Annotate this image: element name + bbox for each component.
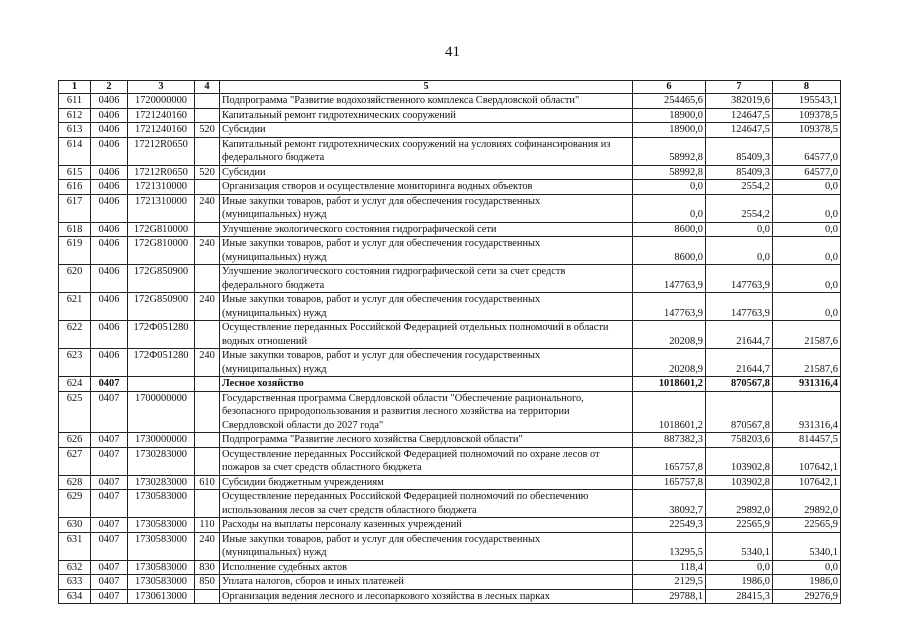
name-line: Субсидии: [222, 166, 266, 178]
header-col-4: 4: [195, 81, 220, 94]
cell-target-code: 1720000000: [128, 94, 195, 109]
cell-value-col6: 20208,9: [633, 321, 706, 349]
cell-value-col8: 0,0: [773, 265, 841, 293]
cell-section-code: 0407: [91, 391, 128, 433]
cell-row-number: 615: [59, 165, 91, 180]
cell-value-col7: 21644,7: [706, 349, 773, 377]
cell-expense-type: [195, 377, 220, 392]
cell-value-col6: 8600,0: [633, 222, 706, 237]
name-line: (муниципальных) нужд: [222, 547, 327, 558]
cell-value-col7: 147763,9: [706, 293, 773, 321]
name-line: Осуществление переданных Российской Федерацией отдельных полномочий в области: [222, 322, 609, 333]
cell-section-code: 0406: [91, 165, 128, 180]
header-col-1: 1: [59, 81, 91, 94]
cell-value-col7: 1986,0: [706, 575, 773, 590]
cell-value-col7: 124647,5: [706, 123, 773, 138]
cell-expense-type: [195, 180, 220, 195]
cell-row-number: 620: [59, 265, 91, 293]
name-line: Осуществление переданных Российской Федерацией полномочий по охране лесов от: [222, 448, 600, 460]
cell-target-code: 1721310000: [128, 180, 195, 195]
cell-value-col8: 5340,1: [773, 532, 841, 560]
name-line: (муниципальных) нужд: [222, 307, 327, 319]
cell-section-code: 0407: [91, 589, 128, 604]
cell-value-col7: 0,0: [706, 237, 773, 265]
cell-value-col7: 2554,2: [706, 194, 773, 222]
name-line: пожаров за счет средств областного бюджета: [222, 462, 422, 473]
cell-target-code: 172G810000: [128, 237, 195, 265]
cell-name: [220, 180, 633, 195]
table-row: [59, 560, 841, 575]
cell-name: [220, 293, 633, 321]
cell-value-col7: 2554,2: [706, 180, 773, 195]
table-row: [59, 123, 841, 138]
cell-row-number: 625: [59, 391, 91, 433]
cell-target-code: 172Ф051280: [128, 321, 195, 349]
header-col-5: 5: [220, 81, 633, 94]
cell-row-number: 611: [59, 94, 91, 109]
cell-value-col7: 870567,8: [706, 377, 773, 392]
cell-target-code: 172G850900: [128, 293, 195, 321]
cell-value-col6: 8600,0: [633, 237, 706, 265]
cell-name: [220, 575, 633, 590]
cell-name: [220, 532, 633, 560]
cell-value-col6: 887382,3: [633, 433, 706, 448]
cell-value-col6: 2129,5: [633, 575, 706, 590]
cell-row-number: 614: [59, 137, 91, 165]
table-row: [59, 391, 841, 433]
cell-value-col6: 1018601,2: [633, 391, 706, 433]
cell-section-code: 0407: [91, 490, 128, 518]
cell-value-col8: 0,0: [773, 194, 841, 222]
cell-name: [220, 165, 633, 180]
name-line: водных отношений: [222, 335, 308, 347]
cell-section-code: 0406: [91, 137, 128, 165]
cell-expense-type: 240: [195, 194, 220, 222]
cell-value-col6: 38092,7: [633, 490, 706, 518]
cell-value-col6: 165757,8: [633, 447, 706, 475]
budget-table: [58, 80, 841, 604]
table-row: [59, 447, 841, 475]
cell-name: [220, 433, 633, 448]
name-line: Иные закупки товаров, работ и услуг для обеспечения государственных: [222, 294, 541, 305]
name-line: федерального бюджета: [222, 279, 325, 291]
name-line: (муниципальных) нужд: [222, 251, 327, 263]
cell-expense-type: [195, 391, 220, 433]
cell-value-col8: 1986,0: [773, 575, 841, 590]
name-line: Организация ведения лесного и лесопаркового хозяйства в лесных парках: [222, 590, 550, 602]
cell-target-code: 1721240160: [128, 108, 195, 123]
cell-section-code: 0406: [91, 237, 128, 265]
cell-expense-type: 240: [195, 349, 220, 377]
header-col-3: 3: [128, 81, 195, 94]
table-row: [59, 293, 841, 321]
name-line: Исполнение судебных актов: [222, 561, 347, 573]
table-row: [59, 94, 841, 109]
cell-section-code: 0406: [91, 321, 128, 349]
cell-target-code: 1721240160: [128, 123, 195, 138]
cell-target-code: 172G850900: [128, 265, 195, 293]
cell-value-col6: 165757,8: [633, 475, 706, 490]
cell-expense-type: [195, 137, 220, 165]
cell-row-number: 627: [59, 447, 91, 475]
cell-row-number: 613: [59, 123, 91, 138]
cell-expense-type: 240: [195, 293, 220, 321]
cell-section-code: 0406: [91, 293, 128, 321]
name-line: Капитальный ремонт гидротехнических сооружений: [222, 109, 456, 121]
cell-value-col6: 147763,9: [633, 293, 706, 321]
cell-expense-type: 850: [195, 575, 220, 590]
cell-section-code: 0407: [91, 377, 128, 392]
cell-expense-type: [195, 222, 220, 237]
table-row: [59, 194, 841, 222]
name-line: Свердловской области до 2027 года": [222, 419, 384, 431]
cell-target-code: 1730283000: [128, 475, 195, 490]
cell-section-code: 0407: [91, 433, 128, 448]
cell-name: [220, 321, 633, 349]
cell-value-col8: 64577,0: [773, 137, 841, 165]
cell-value-col6: 0,0: [633, 194, 706, 222]
cell-value-col6: 58992,8: [633, 137, 706, 165]
name-line: Осуществление переданных Российской Федерацией полномочий по обеспечению: [222, 491, 589, 502]
cell-value-col6: 18900,0: [633, 108, 706, 123]
cell-value-col8: 0,0: [773, 237, 841, 265]
cell-section-code: 0407: [91, 575, 128, 590]
cell-target-code: 1730283000: [128, 447, 195, 475]
name-line: безопасного природопользования и развития лесного хозяйства на территории: [222, 406, 570, 417]
cell-expense-type: [195, 490, 220, 518]
table-header-row: [59, 81, 841, 94]
cell-row-number: 619: [59, 237, 91, 265]
cell-expense-type: 830: [195, 560, 220, 575]
cell-name: [220, 490, 633, 518]
cell-section-code: 0406: [91, 265, 128, 293]
cell-name: [220, 222, 633, 237]
cell-row-number: 621: [59, 293, 91, 321]
name-line: Иные закупки товаров, работ и услуг для обеспечения государственных: [222, 350, 541, 361]
cell-value-col6: 147763,9: [633, 265, 706, 293]
cell-name: [220, 265, 633, 293]
cell-value-col8: 21587,6: [773, 349, 841, 377]
cell-value-col6: 18900,0: [633, 123, 706, 138]
cell-target-code: 1730613000: [128, 589, 195, 604]
table-row: [59, 222, 841, 237]
cell-value-col7: 103902,8: [706, 447, 773, 475]
cell-value-col8: 0,0: [773, 560, 841, 575]
cell-value-col8: 814457,5: [773, 433, 841, 448]
cell-target-code: 1721310000: [128, 194, 195, 222]
cell-row-number: 631: [59, 532, 91, 560]
cell-expense-type: [195, 433, 220, 448]
header-col-6: 6: [633, 81, 706, 94]
cell-target-code: 1730000000: [128, 433, 195, 448]
cell-value-col8: 109378,5: [773, 108, 841, 123]
cell-section-code: 0406: [91, 349, 128, 377]
cell-target-code: 1700000000: [128, 391, 195, 433]
name-line: Иные закупки товаров, работ и услуг для обеспечения государственных: [222, 533, 541, 545]
page-number: 41: [445, 44, 460, 60]
cell-row-number: 632: [59, 560, 91, 575]
table-row: [59, 265, 841, 293]
cell-value-col7: 0,0: [706, 222, 773, 237]
cell-target-code: 17212R0650: [128, 137, 195, 165]
cell-value-col8: 21587,6: [773, 321, 841, 349]
cell-value-col7: 124647,5: [706, 108, 773, 123]
table-row: [59, 575, 841, 590]
cell-value-col8: 0,0: [773, 222, 841, 237]
cell-value-col8: 22565,9: [773, 518, 841, 533]
name-line: (муниципальных) нужд: [222, 363, 327, 375]
cell-expense-type: 520: [195, 123, 220, 138]
cell-target-code: 1730583000: [128, 575, 195, 590]
cell-value-col8: 931316,4: [773, 377, 841, 392]
cell-target-code: 172G810000: [128, 222, 195, 237]
cell-value-col7: 870567,8: [706, 391, 773, 433]
cell-section-code: 0406: [91, 194, 128, 222]
cell-row-number: 628: [59, 475, 91, 490]
cell-row-number: 623: [59, 349, 91, 377]
cell-name: [220, 123, 633, 138]
cell-value-col6: 13295,5: [633, 532, 706, 560]
cell-value-col8: 931316,4: [773, 391, 841, 433]
name-line: Улучшение экологического состояния гидрографической сети: [222, 223, 497, 235]
cell-target-code: 172Ф051280: [128, 349, 195, 377]
name-line: использования лесов за счет средств областного бюджета: [222, 504, 477, 516]
cell-value-col8: 0,0: [773, 293, 841, 321]
cell-value-col7: 103902,8: [706, 475, 773, 490]
cell-row-number: 616: [59, 180, 91, 195]
table-row: [59, 349, 841, 377]
cell-value-col7: 382019,6: [706, 94, 773, 109]
cell-expense-type: 520: [195, 165, 220, 180]
cell-section-code: 0406: [91, 94, 128, 109]
name-line: Организация створов и осуществление мониторинга водных объектов: [222, 181, 533, 192]
cell-value-col7: 22565,9: [706, 518, 773, 533]
cell-target-code: 1730583000: [128, 560, 195, 575]
cell-target-code: 1730583000: [128, 532, 195, 560]
cell-row-number: 633: [59, 575, 91, 590]
cell-value-col7: 85409,3: [706, 137, 773, 165]
cell-value-col8: 109378,5: [773, 123, 841, 138]
cell-value-col7: 0,0: [706, 560, 773, 575]
cell-value-col8: 29276,9: [773, 589, 841, 604]
cell-value-col7: 21644,7: [706, 321, 773, 349]
cell-expense-type: 610: [195, 475, 220, 490]
cell-value-col7: 85409,3: [706, 165, 773, 180]
cell-section-code: 0406: [91, 108, 128, 123]
table-row: [59, 518, 841, 533]
table-row: [59, 321, 841, 349]
cell-value-col8: 0,0: [773, 180, 841, 195]
table-row: [59, 137, 841, 165]
name-line: (муниципальных) нужд: [222, 209, 327, 220]
cell-expense-type: 240: [195, 532, 220, 560]
cell-value-col6: 118,4: [633, 560, 706, 575]
cell-name: [220, 377, 633, 392]
name-line: Уплата налогов, сборов и иных платежей: [222, 576, 404, 587]
name-line: Подпрограмма "Развитие лесного хозяйства Свердловской области": [222, 434, 523, 445]
cell-section-code: 0406: [91, 222, 128, 237]
cell-name: [220, 518, 633, 533]
cell-target-code: 1730583000: [128, 518, 195, 533]
header-col-8: 8: [773, 81, 841, 94]
header-col-2: 2: [91, 81, 128, 94]
cell-value-col6: 22549,3: [633, 518, 706, 533]
cell-value-col7: 5340,1: [706, 532, 773, 560]
cell-section-code: 0407: [91, 475, 128, 490]
cell-value-col8: 107642,1: [773, 447, 841, 475]
cell-target-code: 17212R0650: [128, 165, 195, 180]
table-row: [59, 532, 841, 560]
cell-value-col6: 58992,8: [633, 165, 706, 180]
table-row: [59, 108, 841, 123]
table-row: [59, 165, 841, 180]
cell-expense-type: 110: [195, 518, 220, 533]
name-line: Улучшение экологического состояния гидрографической сети за счет средств: [222, 266, 566, 277]
cell-name: [220, 237, 633, 265]
cell-expense-type: [195, 589, 220, 604]
cell-expense-type: [195, 265, 220, 293]
table-row: [59, 237, 841, 265]
cell-value-col6: 29788,1: [633, 589, 706, 604]
cell-row-number: 617: [59, 194, 91, 222]
cell-value-col7: 28415,3: [706, 589, 773, 604]
cell-section-code: 0407: [91, 532, 128, 560]
cell-name: [220, 391, 633, 433]
name-line: Иные закупки товаров, работ и услуг для обеспечения государственных: [222, 238, 541, 249]
cell-row-number: 622: [59, 321, 91, 349]
table-row: [59, 377, 841, 392]
cell-value-col6: 1018601,2: [633, 377, 706, 392]
table-row: [59, 475, 841, 490]
header-col-7: 7: [706, 81, 773, 94]
cell-value-col7: 147763,9: [706, 265, 773, 293]
cell-expense-type: [195, 321, 220, 349]
cell-section-code: 0406: [91, 180, 128, 195]
name-line: Подпрограмма "Развитие водохозяйственного комплекса Свердловской области": [222, 95, 580, 106]
table-row: [59, 180, 841, 195]
cell-target-code: 1730583000: [128, 490, 195, 518]
cell-target-code: [128, 377, 195, 392]
cell-section-code: 0407: [91, 560, 128, 575]
cell-row-number: 629: [59, 490, 91, 518]
cell-name: [220, 108, 633, 123]
cell-name: [220, 194, 633, 222]
cell-value-col8: 195543,1: [773, 94, 841, 109]
cell-value-col6: 0,0: [633, 180, 706, 195]
cell-value-col7: 758203,6: [706, 433, 773, 448]
cell-value-col8: 29892,0: [773, 490, 841, 518]
cell-value-col6: 20208,9: [633, 349, 706, 377]
table-row: [59, 490, 841, 518]
cell-name: [220, 349, 633, 377]
cell-section-code: 0407: [91, 447, 128, 475]
name-line: Расходы на выплаты персоналу казенных учреждений: [222, 519, 462, 530]
cell-name: [220, 560, 633, 575]
cell-expense-type: [195, 447, 220, 475]
table-body: [59, 94, 841, 604]
cell-row-number: 630: [59, 518, 91, 533]
name-line: Лесное хозяйство: [222, 378, 304, 389]
cell-value-col7: 29892,0: [706, 490, 773, 518]
cell-row-number: 618: [59, 222, 91, 237]
cell-name: [220, 475, 633, 490]
cell-row-number: 634: [59, 589, 91, 604]
cell-value-col6: 254465,6: [633, 94, 706, 109]
cell-name: [220, 137, 633, 165]
cell-row-number: 626: [59, 433, 91, 448]
table-row: [59, 433, 841, 448]
name-line: Субсидии: [222, 124, 266, 135]
cell-name: [220, 589, 633, 604]
cell-expense-type: [195, 94, 220, 109]
name-line: Государственная программа Свердловской области "Обеспечение рационального,: [222, 392, 584, 404]
name-line: федерального бюджета: [222, 152, 325, 163]
cell-name: [220, 447, 633, 475]
cell-value-col8: 64577,0: [773, 165, 841, 180]
name-line: Капитальный ремонт гидротехнических сооружений на условиях софинансирования из: [222, 138, 611, 150]
cell-value-col8: 107642,1: [773, 475, 841, 490]
cell-section-code: 0407: [91, 518, 128, 533]
cell-row-number: 624: [59, 377, 91, 392]
cell-section-code: 0406: [91, 123, 128, 138]
table-row: [59, 589, 841, 604]
cell-expense-type: 240: [195, 237, 220, 265]
cell-row-number: 612: [59, 108, 91, 123]
cell-name: [220, 94, 633, 109]
name-line: Иные закупки товаров, работ и услуг для обеспечения государственных: [222, 195, 541, 207]
cell-expense-type: [195, 108, 220, 123]
name-line: Субсидии бюджетным учреждениям: [222, 476, 384, 488]
